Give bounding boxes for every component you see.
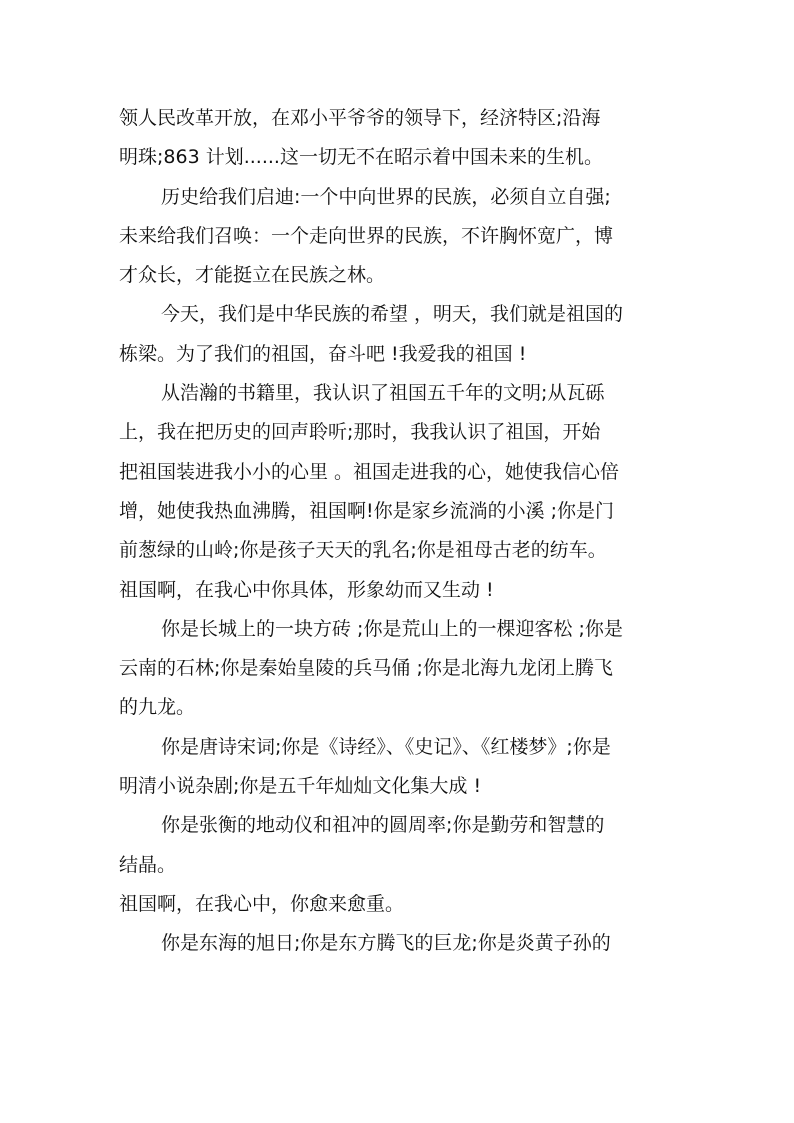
text-line: 历史给我们启迪:一个中向世界的民族，必须自立自强;: [161, 185, 611, 208]
text-line: 祖国啊，在我心中你具体，形象幼而又生动 !: [119, 578, 494, 601]
text-line: 你是唐诗宋词;你是《诗经》、《史记》、《红楼梦》;你是: [161, 735, 611, 758]
text-line: 祖国啊，在我心中，你愈来愈重。: [119, 892, 405, 915]
text-line: 前葱绿的山岭;你是孩子天天的乳名;你是祖母古老的纺车。: [119, 539, 607, 562]
text-line: 的九龙。: [119, 696, 196, 719]
text-line: 从浩瀚的书籍里，我认识了祖国五千年的文明;从瓦砾: [161, 382, 605, 405]
text-line: 领人民改革开放，在邓小平爷爷的领导下，经济特区;沿海: [119, 107, 601, 129]
text-line: 你是长城上的一块方砖 ;你是荒山上的一棵迎客松 ;你是: [161, 617, 623, 640]
text-line: 云南的石林;你是秦始皇陵的兵马俑 ;你是北海九龙闭上腾飞: [119, 657, 613, 680]
text-line: 你是张衡的地动仪和祖冲的圆周率;你是勤劳和智慧的: [161, 814, 605, 837]
text-line: 栋梁。为了我们的祖国，奋斗吧 !我爱我的祖国 !: [119, 342, 527, 365]
text-line: 你是东海的旭日;你是东方腾飞的巨龙;你是炎黄子孙的: [161, 932, 611, 955]
text-line: 增，她使我热血沸腾，祖国啊!你是家乡流淌的小溪 ;你是门: [119, 499, 615, 522]
body-text: [119, 99, 679, 964]
text-line: 才众长，才能挺立在民族之林。: [119, 264, 386, 287]
text-line: 结晶。: [119, 853, 177, 876]
text-line: 上，我在把历史的回声聆听;那时，我我认识了祖国，开始: [119, 421, 601, 444]
text-line: 把祖国装进我小小的心里 。祖国走进我的心，她使我信心倍: [119, 460, 620, 483]
text-line: 未来给我们召唤：一个走向世界的民族，不许胸怀宽广，博: [119, 224, 614, 247]
text-line: 明清小说杂剧;你是五千年灿灿文化集大成 !: [119, 775, 482, 798]
text-line: 今天，我们是中华民族的希望 ，明天，我们就是祖国的: [161, 303, 624, 326]
text-line: 明珠;863 计划......这一切无不在昭示着中国未来的生机。: [119, 146, 603, 169]
